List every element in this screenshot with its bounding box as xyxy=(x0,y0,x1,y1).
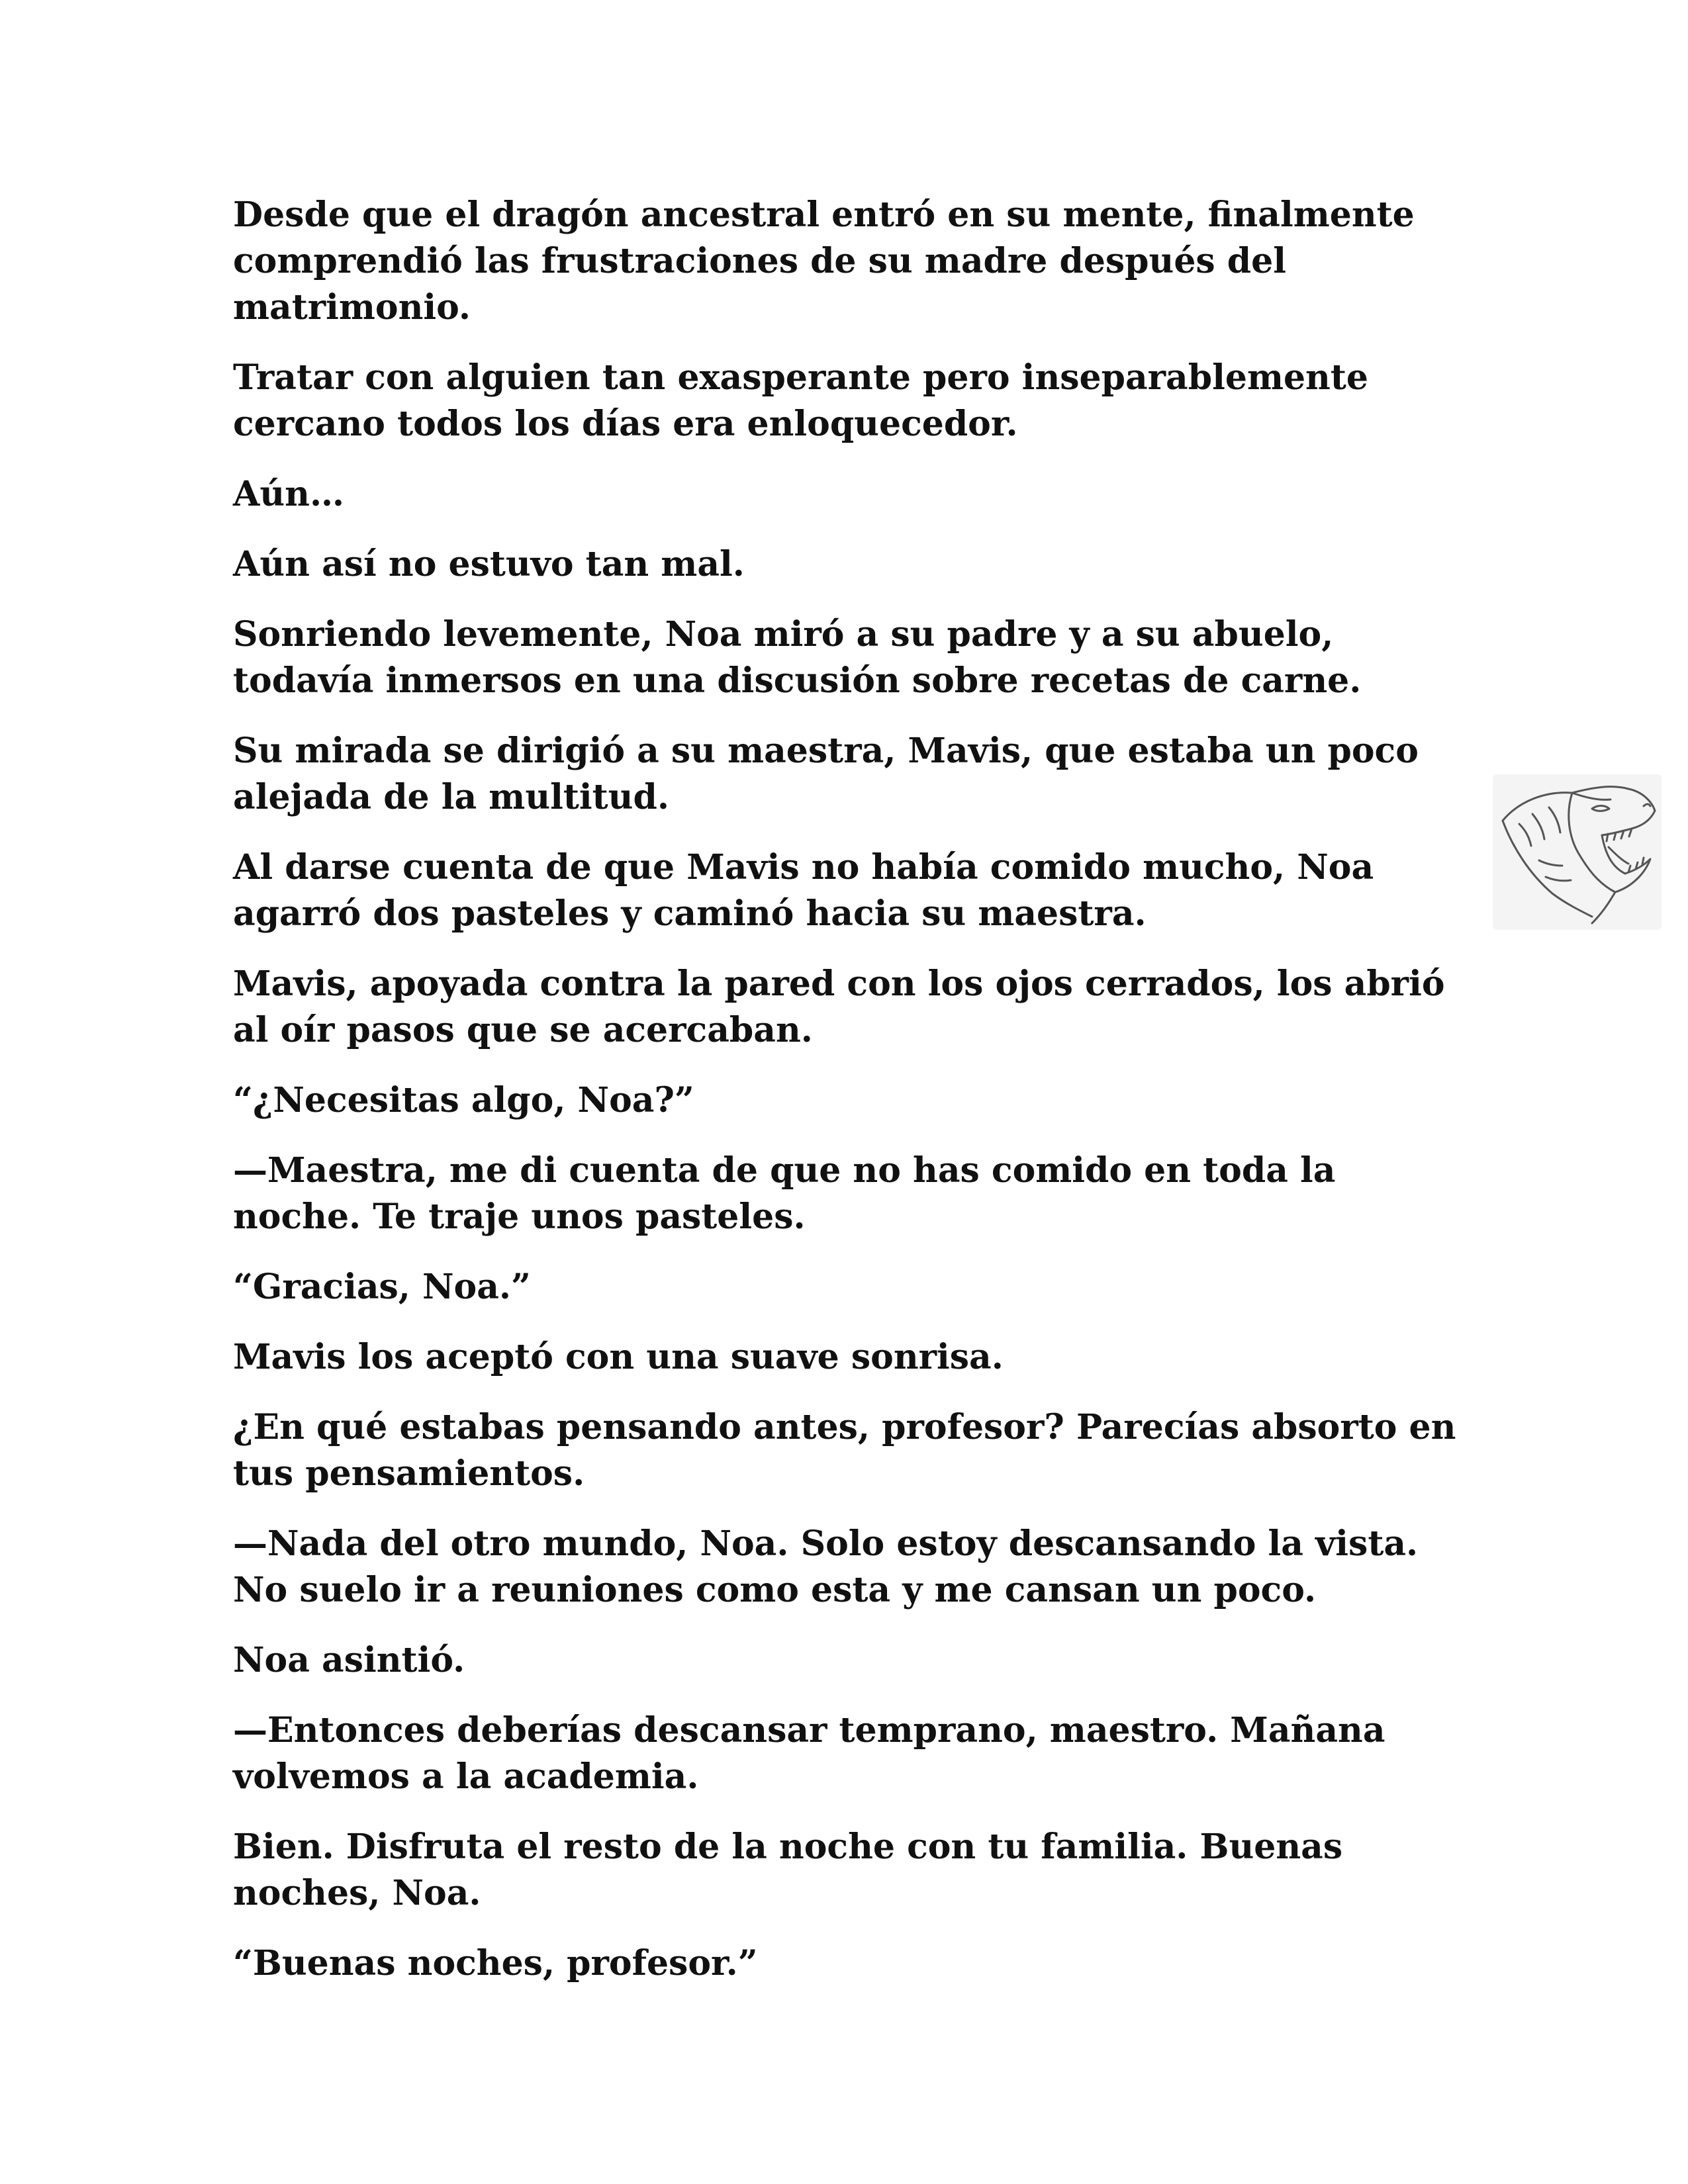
body-text xyxy=(233,192,1477,2011)
paragraph: Aún así no estuvo tan mal. xyxy=(233,544,745,584)
paragraph: —Maestra, me di cuenta de que no has comido en toda la noche. Te traje unos pasteles. xyxy=(233,1150,1336,1237)
paragraph: —Entonces deberías descansar temprano, maestro. Mañana volvemos a la academia. xyxy=(233,1710,1385,1797)
paragraph: Su mirada se dirigió a su maestra, Mavis, que estaba un poco alejada de la multitud. xyxy=(233,731,1419,817)
paragraph: “¿Necesitas algo, Noa?” xyxy=(233,1080,694,1120)
paragraph: —Nada del otro mundo, Noa. Solo estoy descansando la vista. No suelo ir a reuniones como esta y me cansan un poco. xyxy=(233,1524,1419,1610)
paragraph: Mavis, apoyada contra la pared con los ojos cerrados, los abrió al oír pasos que se acercaban. xyxy=(233,964,1445,1050)
paragraph: “Gracias, Noa.” xyxy=(233,1267,531,1307)
paragraph: Bien. Disfruta el resto de la noche con tu familia. Buenas noches, Noa. xyxy=(233,1827,1343,1913)
paragraph: Tratar con alguien tan exasperante pero inseparablemente cercano todos los días era enloquecedor. xyxy=(233,357,1368,444)
paragraph: Noa asintió. xyxy=(233,1640,465,1680)
paragraph: Al darse cuenta de que Mavis no había comido mucho, Noa agarró dos pasteles y caminó hacia su maestra. xyxy=(233,847,1374,934)
paragraph: Aún… xyxy=(233,474,344,514)
paragraph: “Buenas noches, profesor.” xyxy=(233,1943,758,1983)
paragraph: ¿En qué estabas pensando antes, profesor? Parecías absorto en tus pensamientos. xyxy=(233,1407,1456,1494)
paragraph: Desde que el dragón ancestral entró en su mente, finalmente comprendió las frustraciones de su madre después del matrimonio. xyxy=(233,195,1415,328)
dragon-head-icon xyxy=(1493,774,1662,930)
paragraph: Mavis los aceptó con una suave sonrisa. xyxy=(233,1337,1004,1377)
paragraph: Sonriendo levemente, Noa miró a su padre y a su abuelo, todavía inmersos en una discusión sobre recetas de carne. xyxy=(233,614,1362,701)
